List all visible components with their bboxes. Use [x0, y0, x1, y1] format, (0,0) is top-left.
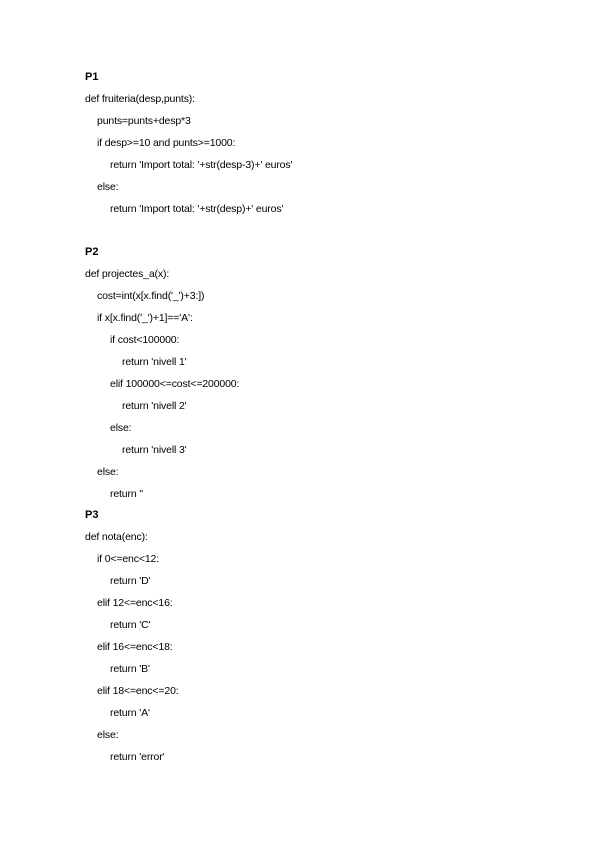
code-line: return 'nivell 1': [122, 356, 187, 368]
code-line: elif 16<=enc<18:: [97, 641, 173, 653]
code-line: if desp>=10 and punts>=1000:: [97, 137, 236, 149]
section-heading-p1: P1: [85, 71, 99, 83]
code-line: def fruiteria(desp,punts):: [85, 93, 195, 105]
code-line: return 'nivell 2': [122, 400, 187, 412]
code-line: return 'B': [110, 663, 150, 675]
code-line: return '': [110, 488, 144, 500]
code-line: if 0<=enc<12:: [97, 553, 159, 565]
code-line: else:: [97, 181, 119, 193]
code-line: return 'Import total: '+str(desp)+' euros': [110, 203, 284, 215]
code-line: return 'D': [110, 575, 151, 587]
code-line: def nota(enc):: [85, 531, 148, 543]
code-line: else:: [97, 729, 119, 741]
code-line: punts=punts+desp*3: [97, 115, 191, 127]
code-line: else:: [110, 422, 132, 434]
code-line: return 'A': [110, 707, 150, 719]
code-line: def projectes_a(x):: [85, 268, 170, 280]
section-heading-p2: P2: [85, 246, 99, 258]
code-line: elif 100000<=cost<=200000:: [110, 378, 240, 390]
code-line: return 'nivell 3': [122, 444, 187, 456]
code-line: elif 12<=enc<16:: [97, 597, 173, 609]
code-line: return 'error': [110, 751, 165, 763]
code-line: if cost<100000:: [110, 334, 180, 346]
code-line: elif 18<=enc<=20:: [97, 685, 179, 697]
code-line: if x[x.find('_')+1]=='A':: [97, 312, 193, 324]
code-line: else:: [97, 466, 119, 478]
code-line: cost=int(x[x.find('_')+3:]): [97, 290, 205, 302]
code-line: return 'Import total: '+str(desp-3)+' euros': [110, 159, 293, 171]
section-heading-p3: P3: [85, 509, 99, 521]
code-line: return 'C': [110, 619, 151, 631]
